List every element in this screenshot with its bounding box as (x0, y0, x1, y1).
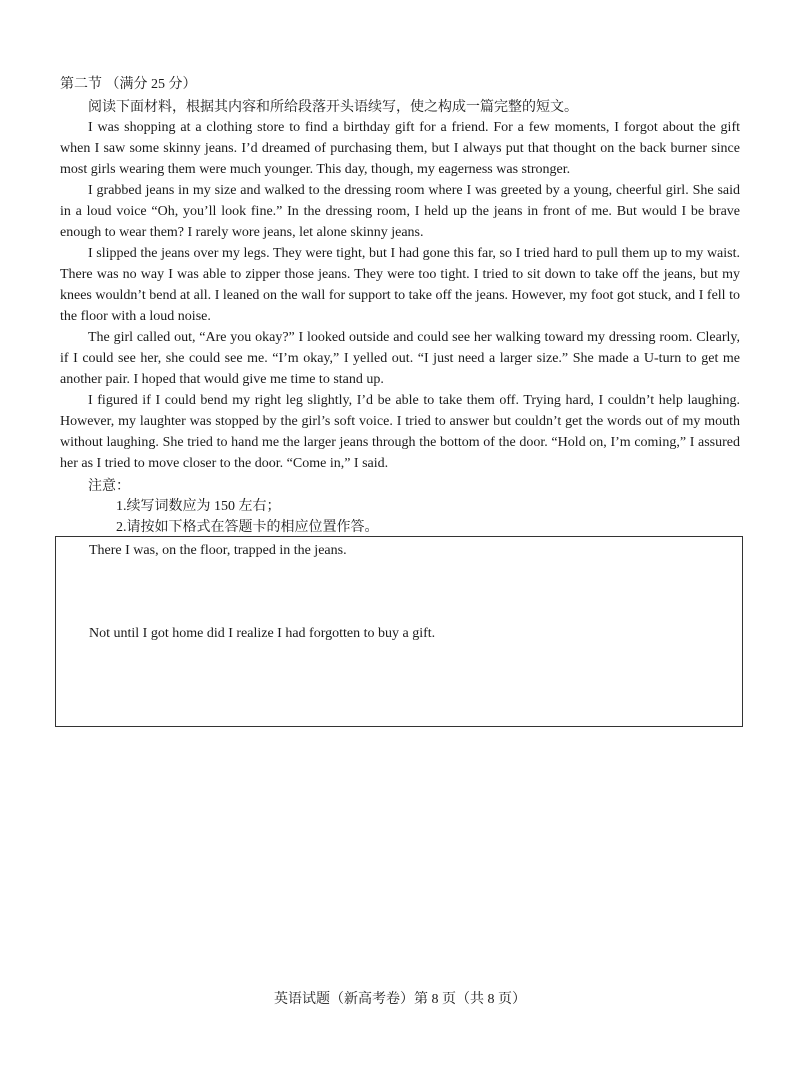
answer-box[interactable] (55, 536, 743, 727)
paragraph-2-opening: Not until I got home did I realize I had forgotten to buy a gift. (89, 626, 436, 641)
passage-paragraph-1: I was shopping at a clothing store to find a birthday gift for a friend. For a few moments, I forgot about the gift when I saw some skinny jeans. I’d dreamed of purchasing them, but I always put that thought on the back burner since most girls wearing them were much younger. This day, though, my eagerness was stronger. (60, 120, 740, 177)
page-footer: 英语试题（新高考卷）第 8 页（共 8 页） (274, 992, 526, 1007)
passage-paragraph-2: I grabbed jeans in my size and walked to the dressing room where I was greeted by a young, cheerful girl. She said in a loud voice “Oh, you’ll look fine.” In the dressing room, I held up the jeans in front of me. But would I be brave enough to wear them? I rarely wore jeans, let alone skinny jeans. (60, 183, 740, 240)
notes-label: 注意： (88, 479, 130, 494)
passage-paragraph-5: I figured if I could bend my right leg slightly, I’d be able to take them off. Trying hard, I couldn’t help laughing. However, my laughter was stopped by the girl’s soft voice. I tried to answer but couldn’t get the words out of my mouth without laughing. She tried to hand me the larger jeans through the bottom of the door. “Hold on, I’m coming,” I assured her as I tried to move closer to the door. “Come in,” I said. (60, 393, 740, 471)
paragraph-1-opening: There I was, on the floor, trapped in the jeans. (89, 543, 347, 558)
section-instruction: 阅读下面材料，根据其内容和所给段落开头语续写，使之构成一篇完整的短文。 (88, 100, 578, 115)
passage-paragraph-3: I slipped the jeans over my legs. They were tight, but I had gone this far, so I tried hard to pull them up to my waist. There was no way I was able to zipper those jeans. They were too tight. I tried to sit down to take off the jeans, but my knees wouldn’t bend at all. I leaned on the wall for support to take off the jeans. However, my foot got stuck, and I fell to the floor with a loud noise. (60, 246, 740, 324)
reading-passage (60, 117, 740, 474)
note-item-word-count: 1.续写词数应为 150 左右； (116, 499, 281, 514)
passage-paragraph-4: The girl called out, “Are you okay?” I looked outside and could see her walking toward my dressing room. Clearly, if I could see her, she could see me. “I’m okay,” I yelled out. “I just need a larger size.” She made a U-turn to get me another pair. I hoped that would give me time to stand up. (60, 330, 740, 387)
section-title: 第二节 （满分 25 分） (60, 77, 197, 92)
note-item-format: 2.请按如下格式在答题卡的相应位置作答。 (116, 520, 379, 535)
